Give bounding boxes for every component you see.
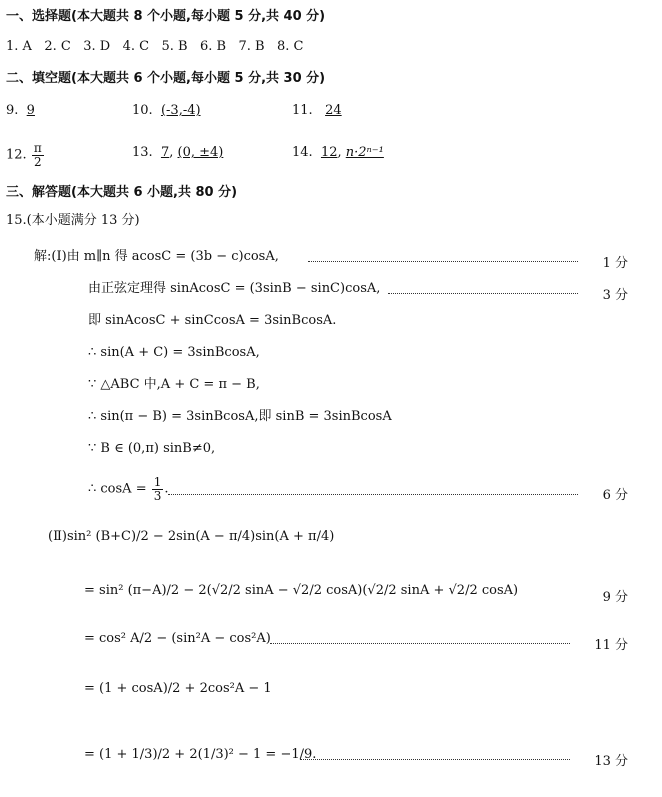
part1-line-8 [88, 476, 169, 502]
score-3: 3 分 [602, 288, 628, 303]
choice-answer: 3. D [83, 39, 111, 54]
q13: 13. 7, (0, ±4) [132, 145, 224, 160]
score-11: 11 分 [594, 638, 628, 653]
section-3-title: 三、解答题(本大题共 6 小题,共 80 分) [6, 185, 238, 200]
choice-answer: 1. A [6, 39, 32, 54]
q14: 14. 12, n·2ⁿ⁻¹ [292, 145, 384, 160]
choice-answer: 5. B [161, 39, 188, 54]
q12-number: 12. [6, 147, 27, 163]
cos-a-period: . [164, 481, 169, 497]
cos-a-fraction [152, 476, 164, 502]
part2-line-3: = cos² A/2 − (sin²A − cos²A) [84, 631, 271, 646]
q10 [132, 104, 201, 118]
score-9: 9 分 [602, 590, 628, 605]
q13-answer-b: (0, ±4) [177, 145, 224, 160]
q12-answer-fraction [32, 142, 44, 168]
choice-answer: 2. C [44, 39, 71, 54]
choice-answer: 6. B [200, 39, 227, 54]
cos-a-denominator: 3 [153, 488, 162, 503]
leader-dots [388, 293, 578, 294]
choice-answer: 4. C [122, 39, 150, 54]
part2-line-1: (Ⅱ)sin² (B+C)/2 − 2sin(A − π/4)sin(A + π/4) [48, 529, 335, 544]
choice-answer: 8. C [277, 39, 304, 54]
part1-line-6: ∴ sin(π − B) = 3sinBcosA,即 sinB = 3sinBcosA [88, 409, 392, 424]
part2-line-5: = (1 + 1/3)/2 + 2(1/3)² − 1 = −1/9. [84, 747, 317, 762]
q9-number: 9. [6, 103, 19, 118]
part1-line-4: ∴ sin(A + C) = 3sinBcosA, [88, 345, 260, 360]
score-13: 13 分 [594, 754, 628, 769]
q10-answer: (-3,-4) [160, 103, 201, 118]
q11-answer: 24 [325, 103, 342, 118]
leader-dots [168, 494, 578, 495]
q13-answer-a: 7 [160, 145, 170, 160]
q12-denominator: 2 [33, 154, 42, 169]
choice-answers-row [6, 40, 303, 54]
q10-number: 10. [132, 103, 153, 118]
leader-dots [308, 261, 578, 262]
part2-line-2: = sin² (π−A)/2 − 2(√2/2 sinA − √2/2 cosA)(√2/2 sinA + √2/2 cosA) [84, 583, 519, 598]
cos-a-numerator: 1 [153, 475, 162, 489]
q14-answer-b: n·2ⁿ⁻¹ [345, 145, 384, 160]
q9 [6, 104, 35, 118]
q9-answer: 9 [26, 103, 35, 118]
q12-numerator: π [33, 141, 42, 155]
score-1: 1 分 [602, 256, 628, 271]
part1-line-2: 由正弦定理得 sinAcosC = (3sinB − sinC)cosA, [88, 281, 381, 296]
leader-dots [300, 759, 570, 760]
part1-line-1: 解:(Ⅰ)由 m∥n 得 acosC = (3b − c)cosA, [34, 249, 279, 264]
leader-dots [270, 643, 570, 644]
score-6: 6 分 [602, 488, 628, 503]
part1-line-3: 即 sinAcosC + sinCcosA = 3sinBcosA. [88, 313, 337, 328]
q14-number: 14. [292, 145, 313, 160]
part1-line-5: ∵ △ABC 中,A + C = π − B, [88, 377, 260, 392]
q12 [6, 142, 45, 168]
q14-answer-a: 12 [320, 145, 338, 160]
choice-answer: 7. B [238, 39, 265, 54]
q15-title: 15.(本小题满分 13 分) [6, 213, 140, 228]
section-1-title: 一、选择题(本大题共 8 个小题,每小题 5 分,共 40 分) [6, 9, 326, 24]
part1-line-7: ∵ B ∈ (0,π) sinB≠0, [88, 441, 216, 456]
q11-number: 11. [292, 103, 313, 118]
q11 [292, 104, 342, 118]
q13-number: 13. [132, 145, 153, 160]
section-2-title: 二、填空题(本大题共 6 个小题,每小题 5 分,共 30 分) [6, 71, 326, 86]
cos-a-label: ∴ cosA = [88, 481, 147, 497]
part2-line-4: = (1 + cosA)/2 + 2cos²A − 1 [84, 681, 272, 696]
